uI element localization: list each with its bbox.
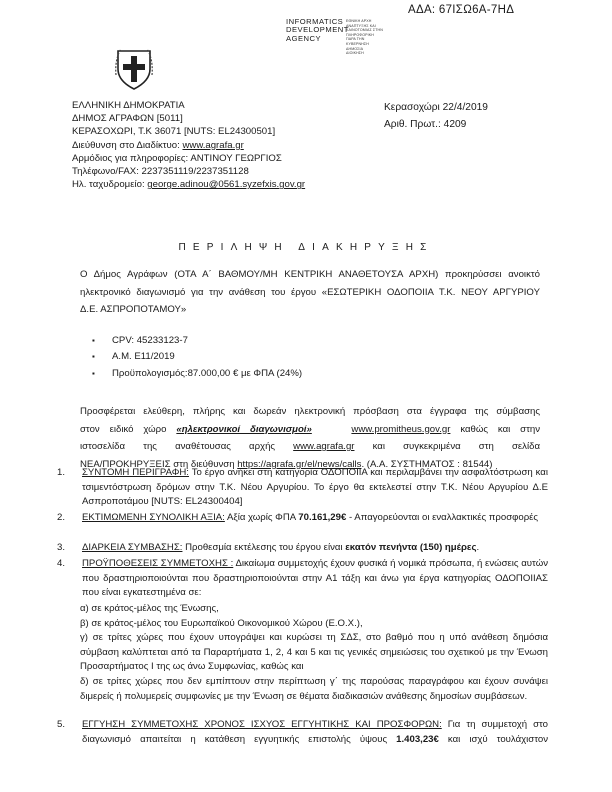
contact-person: Αρμόδιος για πληροφορίες: ΑΝΤΙΝΟΥ ΓΕΩΡΓΙΟΣ [72,152,282,164]
website-link[interactable]: www.agrafa.gr [182,139,244,151]
agrafa-link[interactable]: www.agrafa.gr [293,441,355,453]
item-guarantee: 5. ΕΓΓΥΗΣΗ ΣΥΜΜΕΤΟΧΗΣ ΧΡΟΝΟΣ ΙΣΧΥΟΣ ΕΓΓΥΗΤΙΚΗΣ ΚΑΙ ΠΡΟΣΦΟΡΩΝ: Για τη συμμετοχή στο διαγωνισμό απαιτείται η κατάθεση εγγυητικής επιστολής ύψους 1.403,23€ και ισχύ τουλάχιστον [57,719,549,745]
participation-subitems [80,602,548,704]
list-item: α) σε κράτος-μέλος της Ένωσης, [80,603,219,614]
municipality-name: ΔΗΜΟΣ ΑΓΡΑΦΩΝ [5011] [72,113,183,125]
list-item: ▪ CPV: 45233123-7 [92,333,302,349]
address: ΚΕΡΑΣΟΧΩΡΙ, Τ.Κ 36071 [NUTS: EL24300501] [72,126,276,138]
agency-title: INFORMATICS DEVELOPMENT AGENCY [286,17,349,43]
item-duration: 3. ΔΙΑΡΚΕΙΑ ΣΥΜΒΑΣΗΣ: Προθεσμία εκτέλεσης του έργου είναι εκατόν πενήντα (150) ημέρες. [57,542,480,553]
item-estimated-value: 2. ΕΚΤΙΜΩΜΕΝΗ ΣΥΝΟΛΙΚΗ ΑΞΙΑ: Αξία χωρίς ΦΠΑ 70.161,29€ - Απαγορεύονται οι εναλλακτικές προσφορές [57,512,539,523]
republic-label: ΕΛΛΗΝΙΚΗ ΔΗΜΟΚΡΑΤΙΑ [72,100,185,111]
agency-logo [286,18,406,58]
intro-paragraph: Ο Δήμος Αγράφων (ΟΤΑ Α΄ ΒΑΘΜΟΥ/ΜΗ ΚΕΝΤΡΙΚΗ ΑΝΑΘΕΤΟΥΣΑ ΑΡΧΗ) προκηρύσσει ανοικτό ηλεκτρονικό διαγωνισμό για την ανάθεση του έργου «ΕΣΩΤΕΡΙΚΗ ΟΔΟΠΟΙΙΑ Τ.Κ. ΝΕΟΥ ΑΡΓΥΡΙΟΥ Δ.Ε. ΑΣΠΡΟΠΟΤΑΜΟΥ» [80,269,540,316]
email-link[interactable]: george.adinou@0561.syzefxis.gov.gr [147,179,306,191]
list-item: ▪ Α.Μ. Ε11/2019 [92,349,302,365]
list-item: ▪ Προϋπολογισμός:87.000,00 € με ΦΠΑ (24%) [92,366,302,382]
date-block [384,99,488,133]
greek-coat-of-arms-icon [115,45,153,91]
phone-fax: Τηλέφωνο/FAX: 2237351119/2237351128 [72,166,249,178]
access-paragraph: Προσφέρεται ελεύθερη, πλήρης και δωρεάν ηλεκτρονική πρόσβαση στα έγγραφα της σύμβασης στον ειδικό χώρο «ηλεκτρονικοί διαγωνισμοί» www.promitheus.gov.gr καθώς και στην ιστοσελίδα της αναθέτουσας αρχής www.agrafa.gr και συγκεκριμένα στη σελίδα ΝΕΑ/ΠΡΟΚΗΡΥΞΕΙΣ στη διεύθυνση https://agrafa.gr/el/news/calls. (Α.Α. ΣΥΣΤΗΜΑΤΟΣ : 81544) [80,406,540,470]
promitheus-link[interactable]: www.promitheus.gov.gr [351,423,451,435]
list-item: γ) σε τρίτες χώρες που έχουν υπογράψει και κυρώσει τη ΣΔΣ, στο βαθμό που η υπό ανάθεση δημόσια σύμβαση καλύπτεται από τα Παραρτήματα 1, 2, 4 και 5 και τις γενικές σημειώσεις του σχετικού με την Ένωση Προσαρτήματος Ι της ως άνω Συμφωνίας, καθώς και [80,632,548,673]
e-tenders-label: «ηλεκτρονικοί διαγωνισμοί» [176,423,312,435]
list-item: δ) σε τρίτες χώρες που δεν εμπίπτουν στην περίπτωση γ΄ της παρούσας παραγράφου και έχουν συνάψει διμερείς ή πολυμερείς συμφωνίες με την Ένωση σε θέματα διαδικασιών ανάθεσης δημοσίων συμβάσεων. [80,675,548,702]
ada-code: ΑΔΑ: 67ΙΣΩ6Α-7ΗΔ [408,4,515,16]
calls-page-link[interactable]: https://agrafa.gr/el/news/calls [237,458,362,470]
item-description: 1. ΣΥΝΤΟΜΗ ΠΕΡΙΓΡΑΦΗ: Το έργο ανήκει στη κατηγορία ΟΔΟΠΟΙΙΑ και περιλαμβάνει την ασφαλτόστρωση και τσιμεντόστρωση δρόμων στην Τ.Κ. Νέου Αργυρίου. Το έργο θα εκτελεστεί στην Τ.Κ. Νέου Αργυρίου Δ.Ε Ασπροποτάμου [NUTS: EL24300404] [57,467,548,508]
list-item: β) σε κράτος-μέλος του Ευρωπαϊκού Οικονομικού Χώρου (Ε.Ο.Χ.), [80,617,363,629]
item-participation: 4. ΠΡΟΫΠΟΘΕΣΕΙΣ ΣΥΜΜΕΤΟΧΗΣ : Δικαίωμα συμμετοχής έχουν φυσικά ή νομικά πρόσωπα, ή ενώσεις αυτών που δραστηριοποιούνται που δραστηριοποιούνται στην Α1 τάξη και άνω για έργα κατηγορίας ΟΔΟΠΟΙΙΑΣ που είναι εγκατεστημένα σε: [57,558,548,599]
protocol-number: Αριθ. Πρωτ.: 4209 [384,119,467,130]
agency-subtitle: ΕΘΝΙΚΗ ΑΡΧΗ ΑΝΑΠΤΥΞΗΣ ΚΑΙ ΚΑΙΝΟΤΟΜΙΑΣ ΣΤΗΝ ΠΛΗΡΟΦΟΡΙΚΗ ΠΑΡΑ ΤΗΝ ΚΥΒΕΡΝΗΣΗ ΔΗΜΟΣΙΑ ΔΙΟΙΚΗΣΗ [346,19,383,56]
sender-block: ΕΛΛΗΝΙΚΗ ΔΗΜΟΚΡΑΤΙΑ ΔΗΜΟΣ ΑΓΡΑΦΩΝ [5011] ΚΕΡΑΣΟΧΩΡΙ, Τ.Κ 36071 [NUTS: EL24300501] Διεύθυνση στο Διαδίκτυο: www.agrafa.gr Αρμόδιος για πληροφορίες: ΑΝΤΙΝΟΥ ΓΕΩΡΓΙΟΣ Τηλέφωνο/FAX: 2237351119/2237351128 Ηλ. ταχυδρομείο: george.adinou@0561.syzefxis.gov.gr [72,100,306,191]
document-heading: ΠΕΡΙΛΗΨΗ ΔΙΑΚΗΡΥΞΗΣ [178,242,434,253]
document-date: Κερασοχώρι 22/4/2019 [384,102,488,113]
summary-bullets [92,333,302,382]
